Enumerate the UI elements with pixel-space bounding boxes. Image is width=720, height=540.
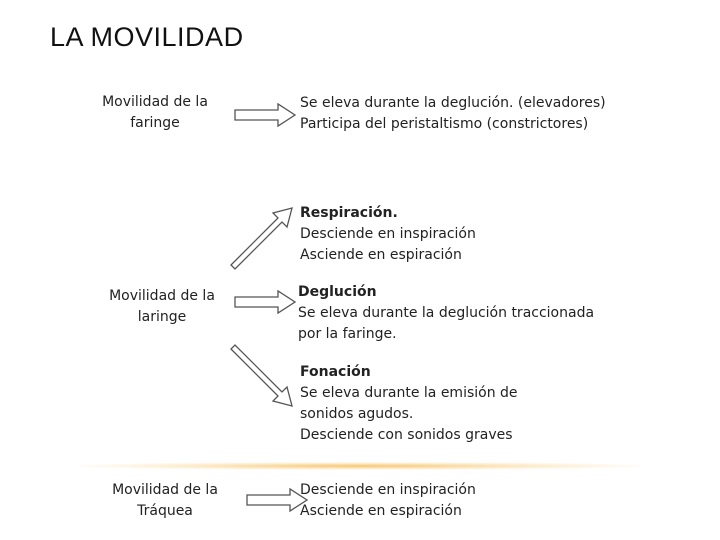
traquea-description [300, 480, 476, 522]
deglucion-line2: por la faringe. [298, 326, 397, 342]
page-title: LA MOVILIDAD [50, 22, 244, 52]
traquea-label [92, 480, 238, 522]
faringe-label [82, 92, 228, 134]
deglucion-heading: Deglución [298, 284, 377, 300]
traquea-arrow [246, 488, 308, 512]
laringe-label-line2: laringe [137, 309, 187, 325]
divider [80, 462, 640, 470]
respiracion-arrow [226, 196, 306, 276]
respiracion-heading: Respiración. [300, 205, 398, 221]
fonacion-heading: Fonación [300, 364, 371, 380]
faringe-description [300, 93, 606, 135]
respiracion-line1: Desciende en inspiración [300, 226, 476, 242]
deglucion-block [298, 282, 594, 345]
traquea-label-line1: Movilidad de la [112, 482, 218, 498]
respiracion-line2: Asciende en espiración [300, 247, 462, 263]
fonacion-line2: sonidos agudos. [300, 406, 414, 422]
deglucion-arrow [234, 290, 296, 314]
traquea-label-line2: Tráquea [137, 503, 193, 519]
fonacion-block [300, 362, 518, 446]
traquea-desc-line2: Asciende en espiración [300, 503, 462, 519]
deglucion-line1: Se eleva durante la deglución traccionada [298, 305, 595, 321]
respiracion-block [300, 203, 476, 266]
faringe-arrow [234, 103, 296, 127]
fonacion-line3: Desciende con sonidos graves [300, 427, 513, 443]
faringe-desc-line2: Participa del peristaltismo (constrictores) [300, 116, 589, 132]
laringe-label-line1: Movilidad de la [109, 288, 215, 304]
faringe-label-line2: faringe [130, 115, 180, 131]
fonacion-line1: Se eleva durante la emisión de [300, 385, 518, 401]
faringe-label-line1: Movilidad de la [102, 94, 208, 110]
traquea-desc-line1: Desciende en inspiración [300, 482, 476, 498]
fonacion-arrow [226, 338, 306, 418]
faringe-desc-line1: Se eleva durante la deglución. (elevadores) [300, 95, 606, 111]
laringe-label [82, 286, 242, 328]
